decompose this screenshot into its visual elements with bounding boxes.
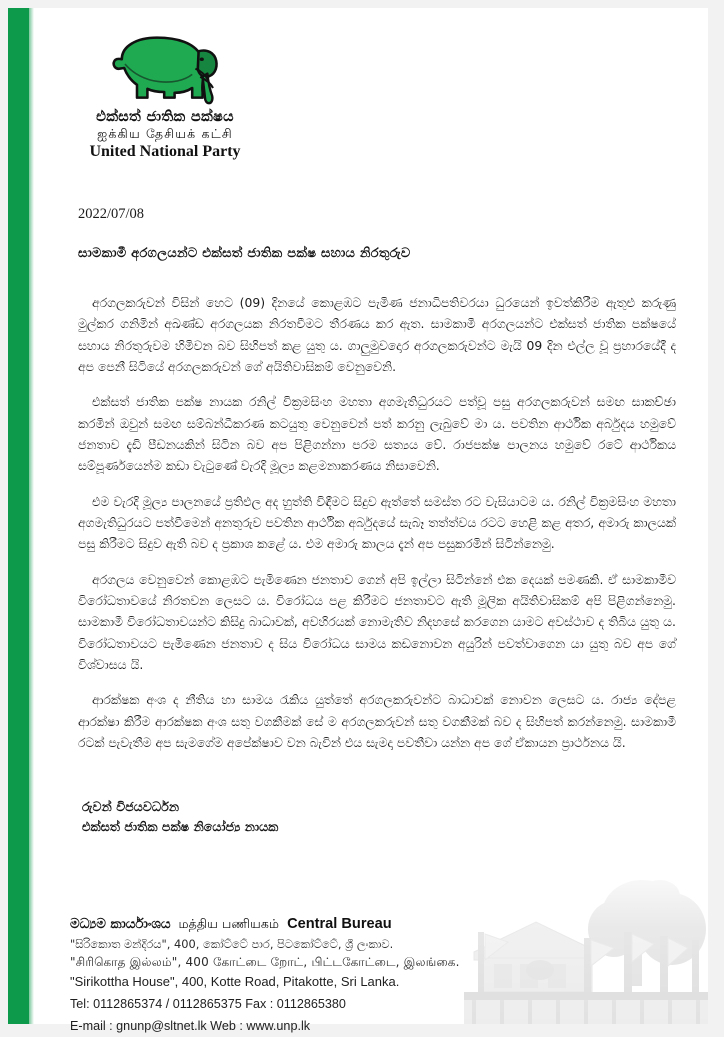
address-english: "Sirikottha House", 400, Kotte Road, Pitakotte, Sri Lanka.: [70, 973, 400, 989]
letterhead: [60, 24, 270, 162]
address-sinhala: "සිරිකොත මන්දිරය", 400, කෝට්ටේ පාර, පිටකෝට්ටේ, ශ්‍රී ලංකාව.: [70, 937, 394, 951]
bureau-sinhala: මධ්‍යම කාර්යාංශය: [70, 917, 171, 932]
document-content: [34, 8, 708, 1033]
body-paragraph: එම වැරදි මූල්‍ය පාලනයේ ප්‍රතිඵල අද හුත්ති විඳීමට සිදුව ඇත්තේ සමස්ත රට වැසියාටම ය. රනිල් වික්‍රමසිංහ මහතා අගමැතිධුරයට පත්වීමෙන් අනතුරුව පවතින ආර්ථික අර්බුදයේ සැබෑ තත්ත්වය රටට හෙළි කළ අතර, අමාරු කාලයක් පසු කිරීමට සිදුව ඇති බව ද ප්‍රකාශ කළේ ය. එම අමාරු කාලය දැන් අප පසුකරමින් සිටින්නෙමු.: [78, 493, 676, 552]
org-name-tamil: ஐக்கிய தேசியக் கட்சி: [97, 126, 233, 142]
bureau-english: Central Bureau: [287, 916, 392, 932]
bureau-tamil: மத்திய பணியகம்: [178, 916, 280, 931]
body-paragraph: අරගලකරුවන් විසින් හෙට (09) දිනයේ කොළඹට පැමිණ ජනාධිපතිවරයා ධුරයෙන් ඉවත්කිරීම ඇතුළු කරුණු මුල්කර ගනිමින් අඛණ්ඩ අරගලයක නිරතවීමට තීරණය කර ඇත. සාමකාමී අරගලයන්ට එක්සත් ජාතික පක්ෂයේ සහාය නිරතුරුවම හිමිවන බව සිහිපත් කළ යුතු ය. ගාලුමුවදොර අරගලකරුවන්ට මැයි 09 දින එල්ල වූ ප්‍රහාරයේදී ද අප පෙනී සිටියේ අරගලකරුවන් ගේ අයිතිවාසිකම් වෙනුවෙනි.: [78, 295, 676, 374]
document-page: [8, 8, 708, 1033]
green-elephant-logo-icon: [101, 24, 229, 108]
org-name-english: United National Party: [89, 143, 241, 161]
left-green-accent-bar: [8, 8, 29, 1024]
document-body: [78, 292, 676, 767]
signature-block: [82, 797, 278, 837]
sirikottha-building-watermark-icon: [464, 874, 708, 1024]
signatory-title: එක්සත් ජාතික පක්ෂ නියෝජ්‍ය නායක: [82, 819, 279, 835]
body-paragraph: අරගලය වෙනුවෙන් කොළඹට පැමිණෙන ජනතාව ගෙන් අපි ඉල්ලා සිටින්නේ එක දෙයක් පමණකි. ඒ සාමකාමීව විරෝධතාවයේ නිරතවන ලෙසට ය. විරෝධය පළ කිරීමට ජනතාවට ඇති මූලික අයිතිවාසිකම් අපි පිළිගන්නෙමු. සාමකාමී විරෝධතාවයන්ට කිසිදු බාධාවක්, අවහිරයක් නොමැතිව නිදහසේ කරගෙන යාමට අවස්ථාව ද තිබිය යුතු ය. විරෝධතාවයට පැමිණෙන ජනතාව ද සිය විරෝධය සාමය කඩනොවන අයුරින් පවත්වාගෙන යා යුතු බව අප ගේ විශ්වාසය යි.: [78, 571, 676, 672]
body-paragraph: ආරක්ෂක අංශ ද නීතිය හා සාමය රැකිය යුත්තේ අරගලකරුවන්ට බාධාවක් නොවන ලෙසට ය. රාජ්‍ය දේපළ ආරක්ෂා කිරීම ආරක්ෂක අංශ සතු වගකීමක් සේ ම අරගලකරුවන් සතු වගකීමක් බව ද සිහිපත් කරන්නෙමු. සාමකාමී රටක් පැවැතීම අප සැමගේම අපේක්ෂාව වන බැවින් එය සැමදා පවතීවා යන්න අප ගේ ඒකායන ප්‍රාර්ථනය යි.: [78, 692, 676, 750]
elephant-eye-icon: [200, 57, 204, 61]
email-web-line: E-mail : gnunp@sltnet.lk Web : www.unp.lk: [70, 1018, 311, 1033]
org-name-sinhala: එක්සත් ජාතික පක්ෂය: [96, 109, 234, 125]
document-date: 2022/07/08: [78, 206, 145, 222]
address-tamil: "சிரிகொத இல்லம்", 400 கோட்டை றோட், பிட்டகோட்டை, இலங்கை.: [70, 955, 460, 970]
phone-fax-line: Tel: 0112865374 / 0112865375 Fax : 0112865380: [70, 996, 346, 1011]
document-title: සාමකාමී අරගලයන්ට එක්සත් ජාතික පක්ෂ සහාය නිරතුරුව: [78, 246, 411, 261]
signatory-name: රුවන් විජයවර්ධන: [82, 799, 180, 814]
body-paragraph: එක්සත් ජාතික පක්ෂ නායක රනිල් වික්‍රමසිංහ මහතා අගමැතිධුරයට පත්වූ පසු අරගලකරුවන් සමඟ සාකච්ඡා කරමින් ඔවුන් සමඟ සම්බන්ධීකරණ කටයුතු වෙනුවෙන් පත් කරනු ලැබුවේ මා ය. පවතින ආර්ථික අර්බුදය හමුවේ ජනතාව දැඩි පීඩනයකින් සිටින බව අප පිළිගන්නා පරම සත්‍යය වේ. රාජපක්ෂ පාලනය හමුවේ රටේ ආර්ථිකය සම්පූර්ණයෙන්ම කඩා වැටුණේ වැරදි මූල්‍ය කළමනාකරණය නිසාවෙනි.: [78, 394, 676, 474]
